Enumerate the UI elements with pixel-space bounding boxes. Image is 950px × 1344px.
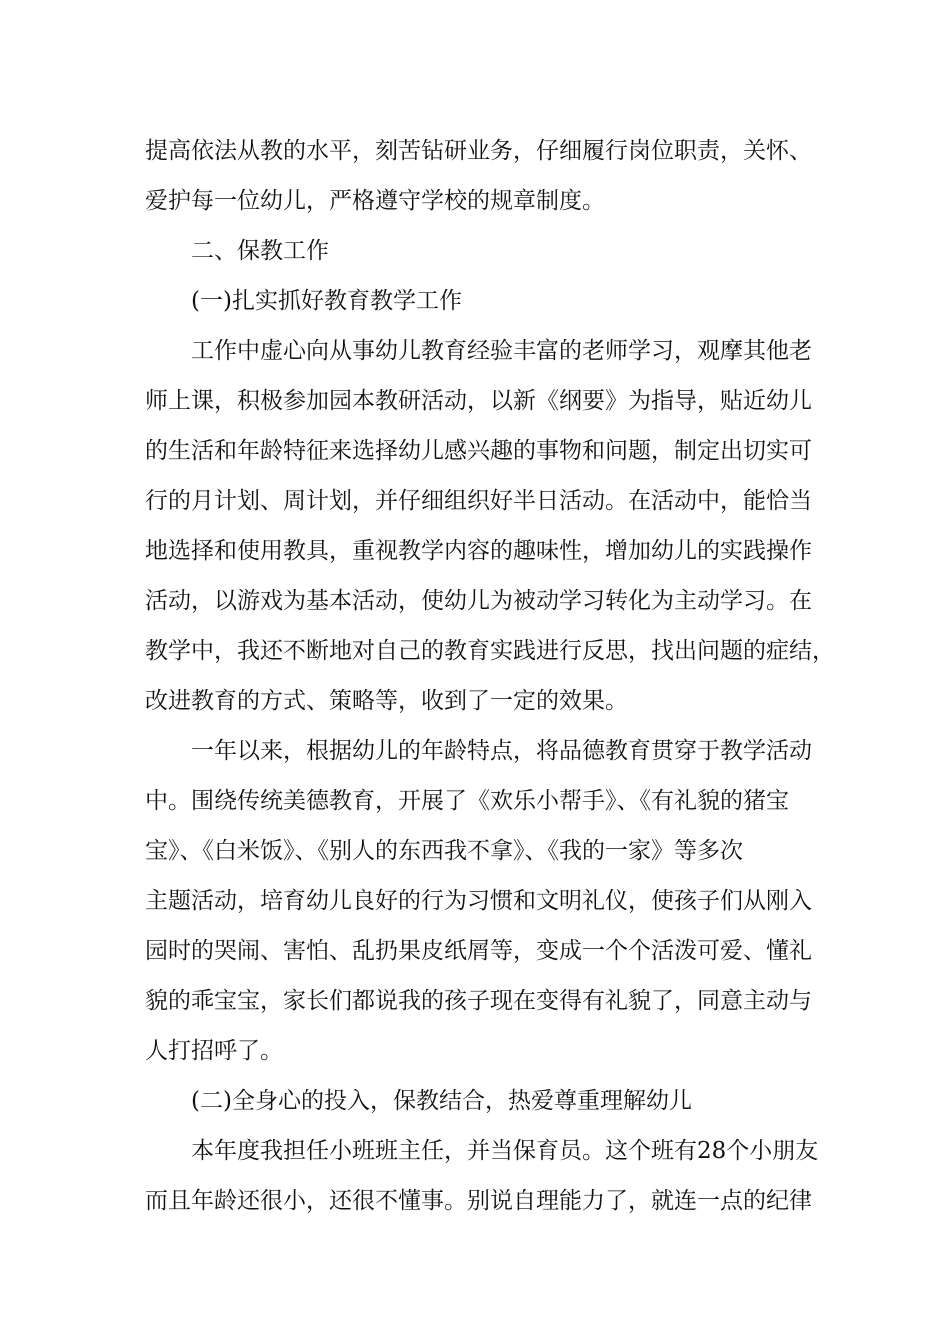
text-line: 提高依法从教的水平，刻苦钻研业务，仔细履行岗位职责，关怀、 — [145, 138, 812, 164]
text-line: 的生活和年龄特征来选择幼儿感兴趣的事物和问题，制定出切实可 — [145, 438, 812, 464]
text-line: 而且年龄还很小，还很不懂事。别说自理能力了，就连一点的纪律 — [145, 1188, 812, 1214]
text-line: 改进教育的方式、策略等，收到了一定的效果。 — [145, 688, 628, 714]
text-line: 爱护每一位幼儿，严格遵守学校的规章制度。 — [145, 188, 605, 214]
text-line: 主题活动，培育幼儿良好的行为习惯和文明礼仪，使孩子们从刚入 — [145, 888, 812, 914]
text-line: 宝》、《白米饭》、《别人的东西我不拿》、《我的一家》等多次 — [145, 838, 743, 864]
text-line: 人打招呼了。 — [145, 1038, 283, 1064]
section-heading: 二、保教工作 — [191, 238, 329, 264]
text-line: 貌的乖宝宝，家长们都说我的孩子现在变得有礼貌了，同意主动与 — [145, 988, 812, 1014]
text-line: 地选择和使用教具，重视教学内容的趣味性，增加幼儿的实践操作 — [145, 538, 812, 564]
text-line: 师上课，积极参加园本教研活动，以新《纲要》为指导，贴近幼儿 — [145, 388, 812, 414]
text-line: 园时的哭闹、害怕、乱扔果皮纸屑等，变成一个个活泼可爱、懂礼 — [145, 938, 812, 964]
text-line: 本年度我担任小班班主任，并当保育员。这个班有28个小朋友 — [191, 1138, 819, 1164]
text-line: 教学中，我还不断地对自己的教育实践进行反思，找出问题的症结， — [145, 638, 835, 664]
text-line: 中。围绕传统美德教育，开展了《欢乐小帮手》、《有礼貌的猪宝 — [145, 788, 789, 814]
text-line: 行的月计划、周计划，并仔细组织好半日活动。在活动中，能恰当 — [145, 488, 812, 514]
text-line: 活动，以游戏为基本活动，使幼儿为被动学习转化为主动学习。在 — [145, 588, 812, 614]
subsection-heading: (一)扎实抓好教育教学工作 — [191, 288, 462, 314]
text-line: 工作中虚心向从事幼儿教育经验丰富的老师学习，观摩其他老 — [191, 338, 812, 364]
text-line: 一年以来，根据幼儿的年龄特点，将品德教育贯穿于教学活动 — [191, 738, 812, 764]
subsection-heading: (二)全身心的投入，保教结合，热爱尊重理解幼儿 — [191, 1088, 692, 1114]
